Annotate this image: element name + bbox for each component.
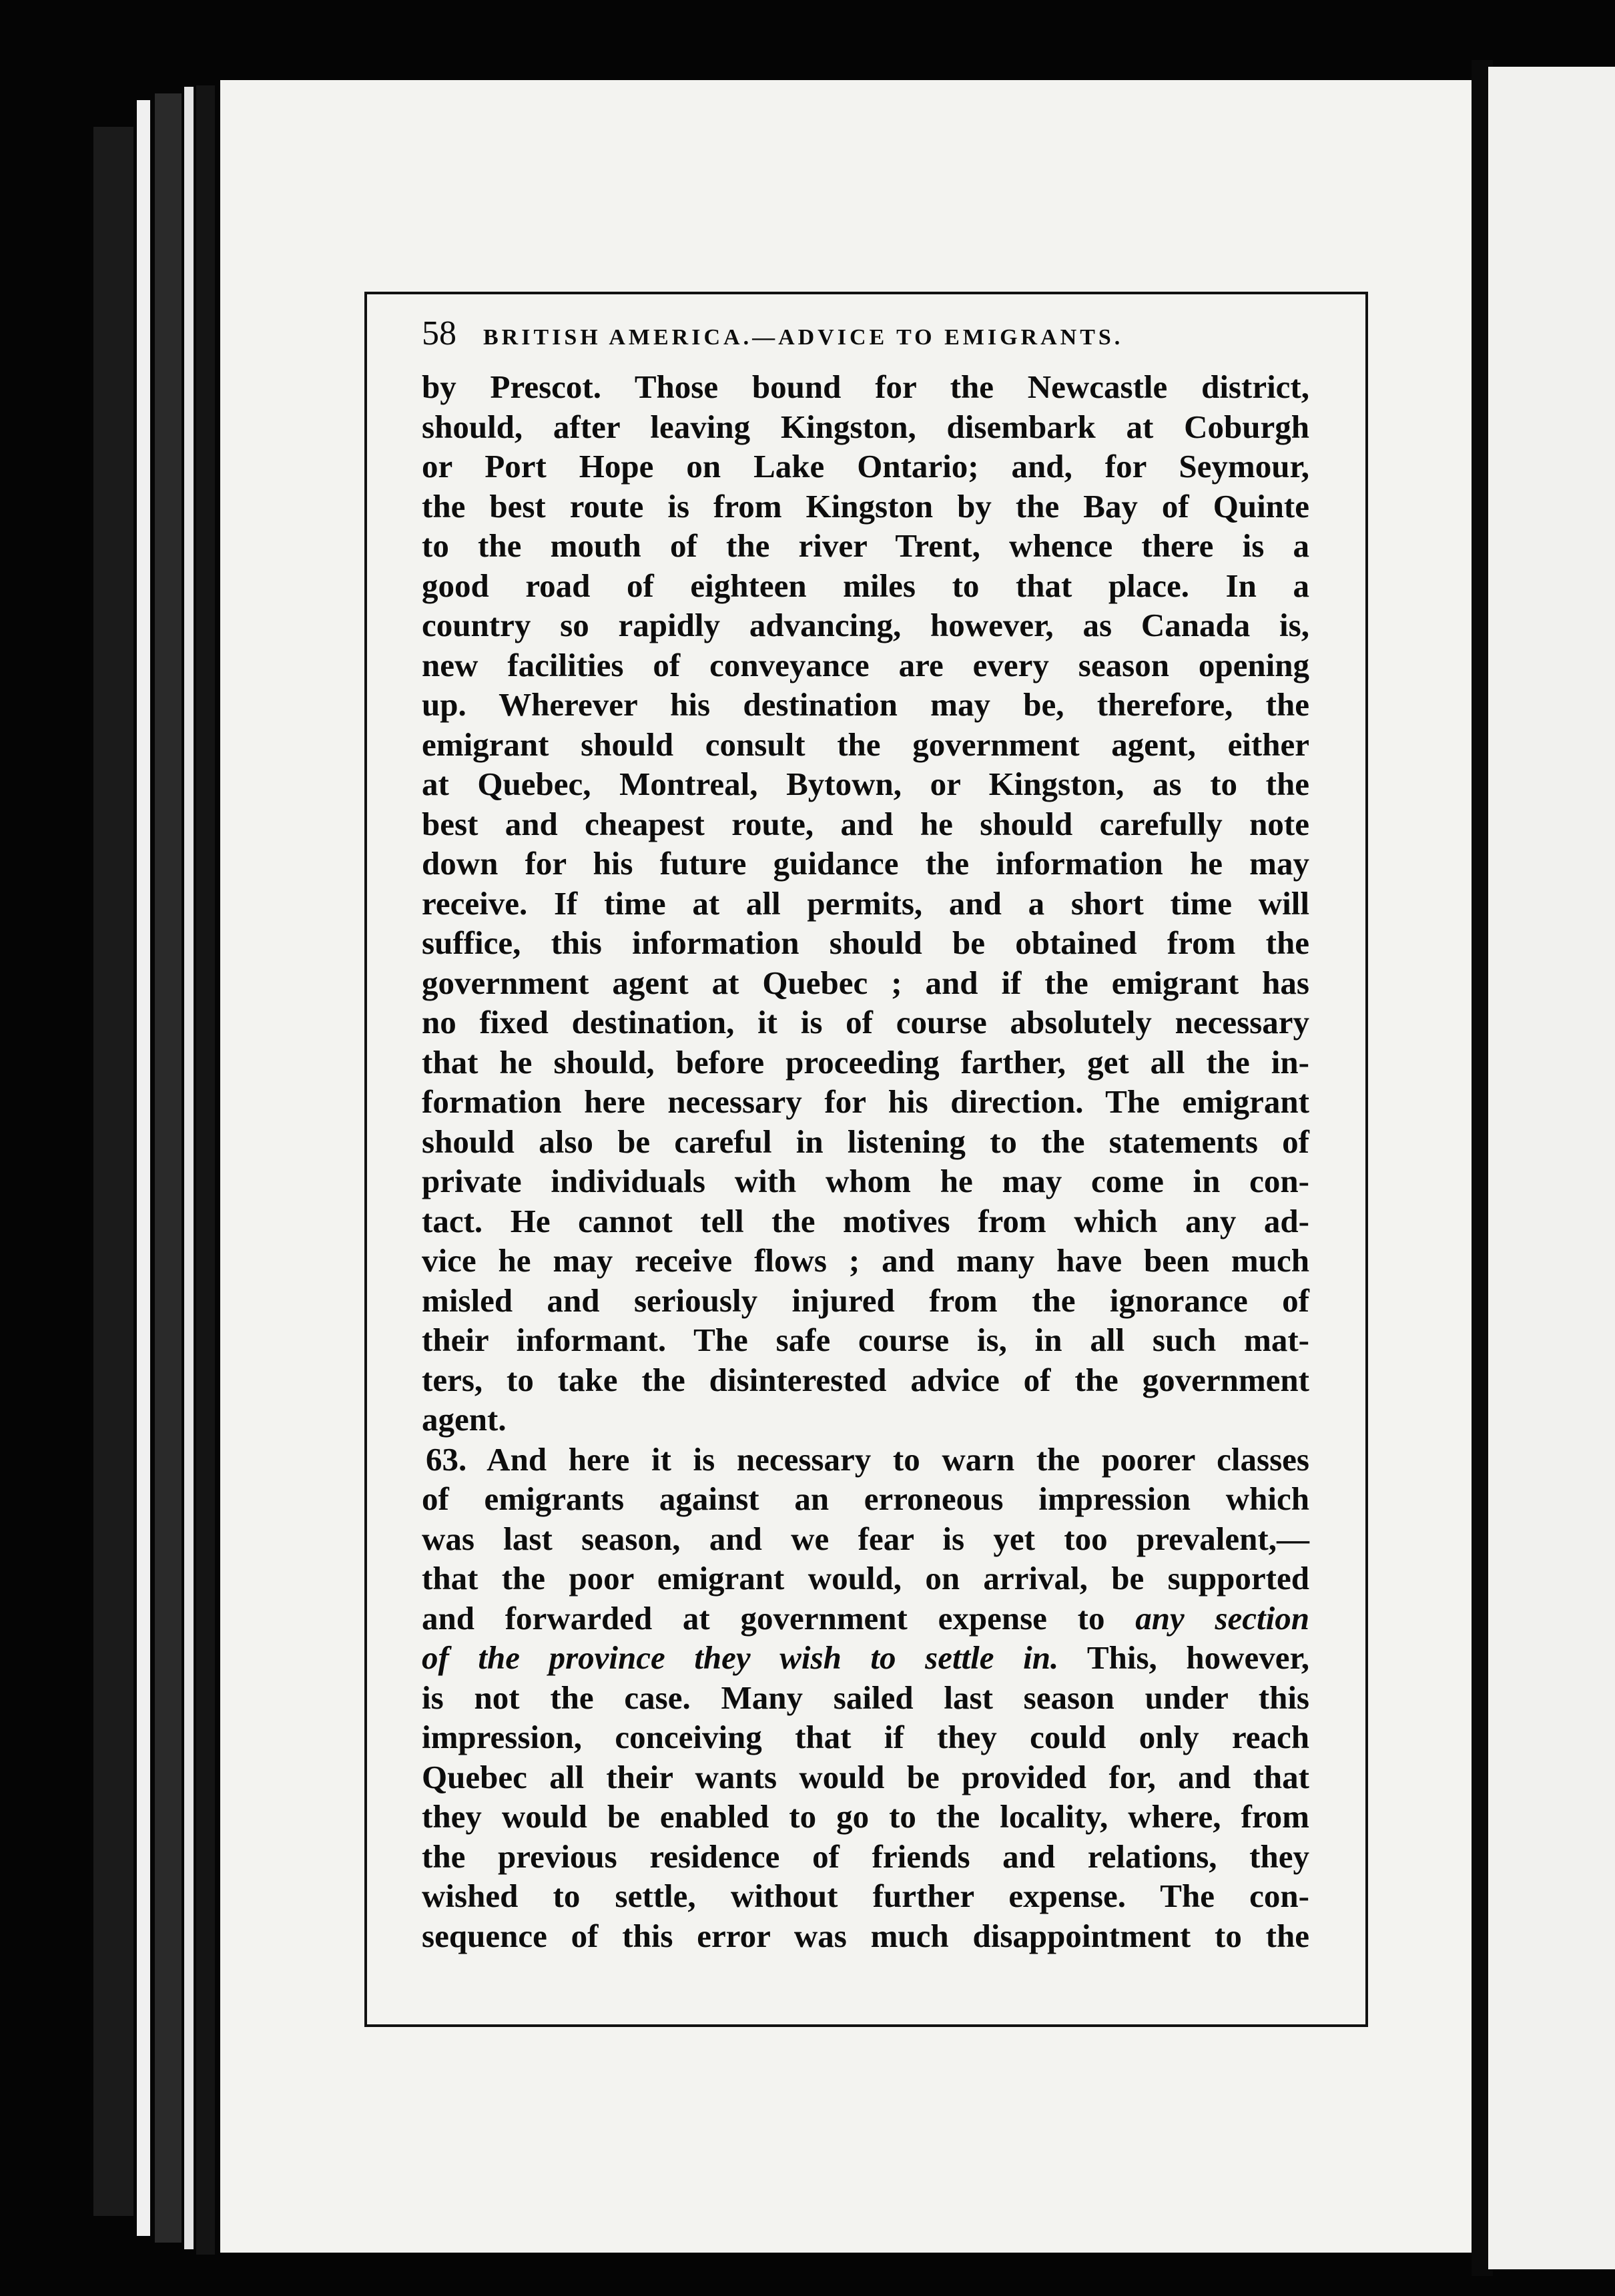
body-text (422, 367, 1309, 1956)
text-line: country so rapidly advancing, however, as Canada is, (422, 607, 1309, 643)
text-line: best and cheapest route, and he should carefully note (422, 805, 1309, 842)
text-block (422, 314, 1309, 1956)
italic-text-segment: any section (1135, 1599, 1310, 1637)
text-line: no fixed destination, it is of course absolutely necessary (422, 1004, 1309, 1041)
text-line: private individuals with whom he may come in con- (422, 1163, 1309, 1199)
binding-edge (155, 93, 182, 2243)
text-segment: and forwarded at government expense to (422, 1599, 1105, 1637)
text-line: at Quebec, Montreal, Bytown, or Kingston, as to the (422, 766, 1309, 802)
text-line: impression, conceiving that if they could only reach (422, 1719, 1309, 1755)
text-line: their informant. The safe course is, in all such mat- (422, 1322, 1309, 1358)
text-line: the previous residence of friends and relations, they (422, 1837, 1309, 1875)
page-edge (137, 100, 150, 2236)
text-line: suffice, this information should be obtained from the (422, 924, 1309, 961)
text-line: of emigrants against an erroneous impression which (422, 1480, 1309, 1517)
text-line: misled and seriously injured from the ignorance of (422, 1281, 1309, 1319)
text-line: they would be enabled to go to the locality, where, from (422, 1798, 1309, 1835)
text-line (422, 1638, 1309, 1678)
text-line: government agent at Quebec ; and if the emigrant has (422, 964, 1309, 1001)
text-line: tact. He cannot tell the motives from which any ad- (422, 1202, 1309, 1239)
text-line: by Prescot. Those bound for the Newcastle district, (422, 368, 1309, 405)
running-head-title: BRITISH AMERICA.—ADVICE TO EMIGRANTS. (483, 325, 1124, 350)
text-line (422, 1599, 1309, 1639)
text-line: agent. (422, 1401, 507, 1438)
text-line: wished to settle, without further expense. The con- (422, 1878, 1309, 1914)
text-line: vice he may receive flows ; and many have been much (422, 1242, 1309, 1279)
text-line: up. Wherever his destination may be, therefore, the (422, 686, 1309, 723)
text-line: good road of eighteen miles to that place. In a (422, 567, 1309, 604)
italic-text-segment: of the province they wish to settle in. (422, 1639, 1059, 1676)
text-line: the best route is from Kingston by the Bay of Quinte (422, 487, 1309, 525)
text-line: was last season, and we fear is yet too prevalent,— (422, 1520, 1309, 1557)
text-line: should, after leaving Kingston, disembark at Coburgh (422, 408, 1309, 445)
page-number: 58 (422, 314, 456, 352)
page-edge (184, 87, 194, 2249)
facing-page-edge (1488, 67, 1615, 2269)
text-line: that he should, before proceeding farther, get all the in- (422, 1043, 1309, 1081)
text-line: formation here necessary for his direction. The emigrant (422, 1083, 1309, 1120)
text-line: to the mouth of the river Trent, whence there is a (422, 527, 1309, 564)
text-line: receive. If time at all permits, and a short time will (422, 884, 1309, 922)
text-line: ters, to take the disinterested advice of the government (422, 1361, 1309, 1398)
text-line: that the poor emigrant would, on arrival, be supported (422, 1560, 1309, 1597)
binding-edge (93, 127, 133, 2216)
text-line: is not the case. Many sailed last season under this (422, 1679, 1309, 1716)
text-line: Quebec all their wants would be provided for, and that (422, 1758, 1309, 1795)
binding-edge (196, 85, 215, 2255)
text-segment: This, however, (1086, 1639, 1309, 1676)
text-line: or Port Hope on Lake Ontario; and, for Seymour, (422, 448, 1309, 485)
text-line: new facilities of conveyance are every season opening (422, 646, 1309, 683)
text-line: should also be careful in listening to the statements of (422, 1123, 1309, 1160)
text-line: sequence of this error was much disappointment to the (422, 1917, 1309, 1954)
text-line: down for his future guidance the information he may (422, 845, 1309, 882)
running-head (422, 314, 1309, 367)
text-line: emigrant should consult the government agent, either (422, 726, 1309, 763)
paragraph-start-line: 63. And here it is necessary to warn the poorer classes (426, 1440, 1309, 1478)
